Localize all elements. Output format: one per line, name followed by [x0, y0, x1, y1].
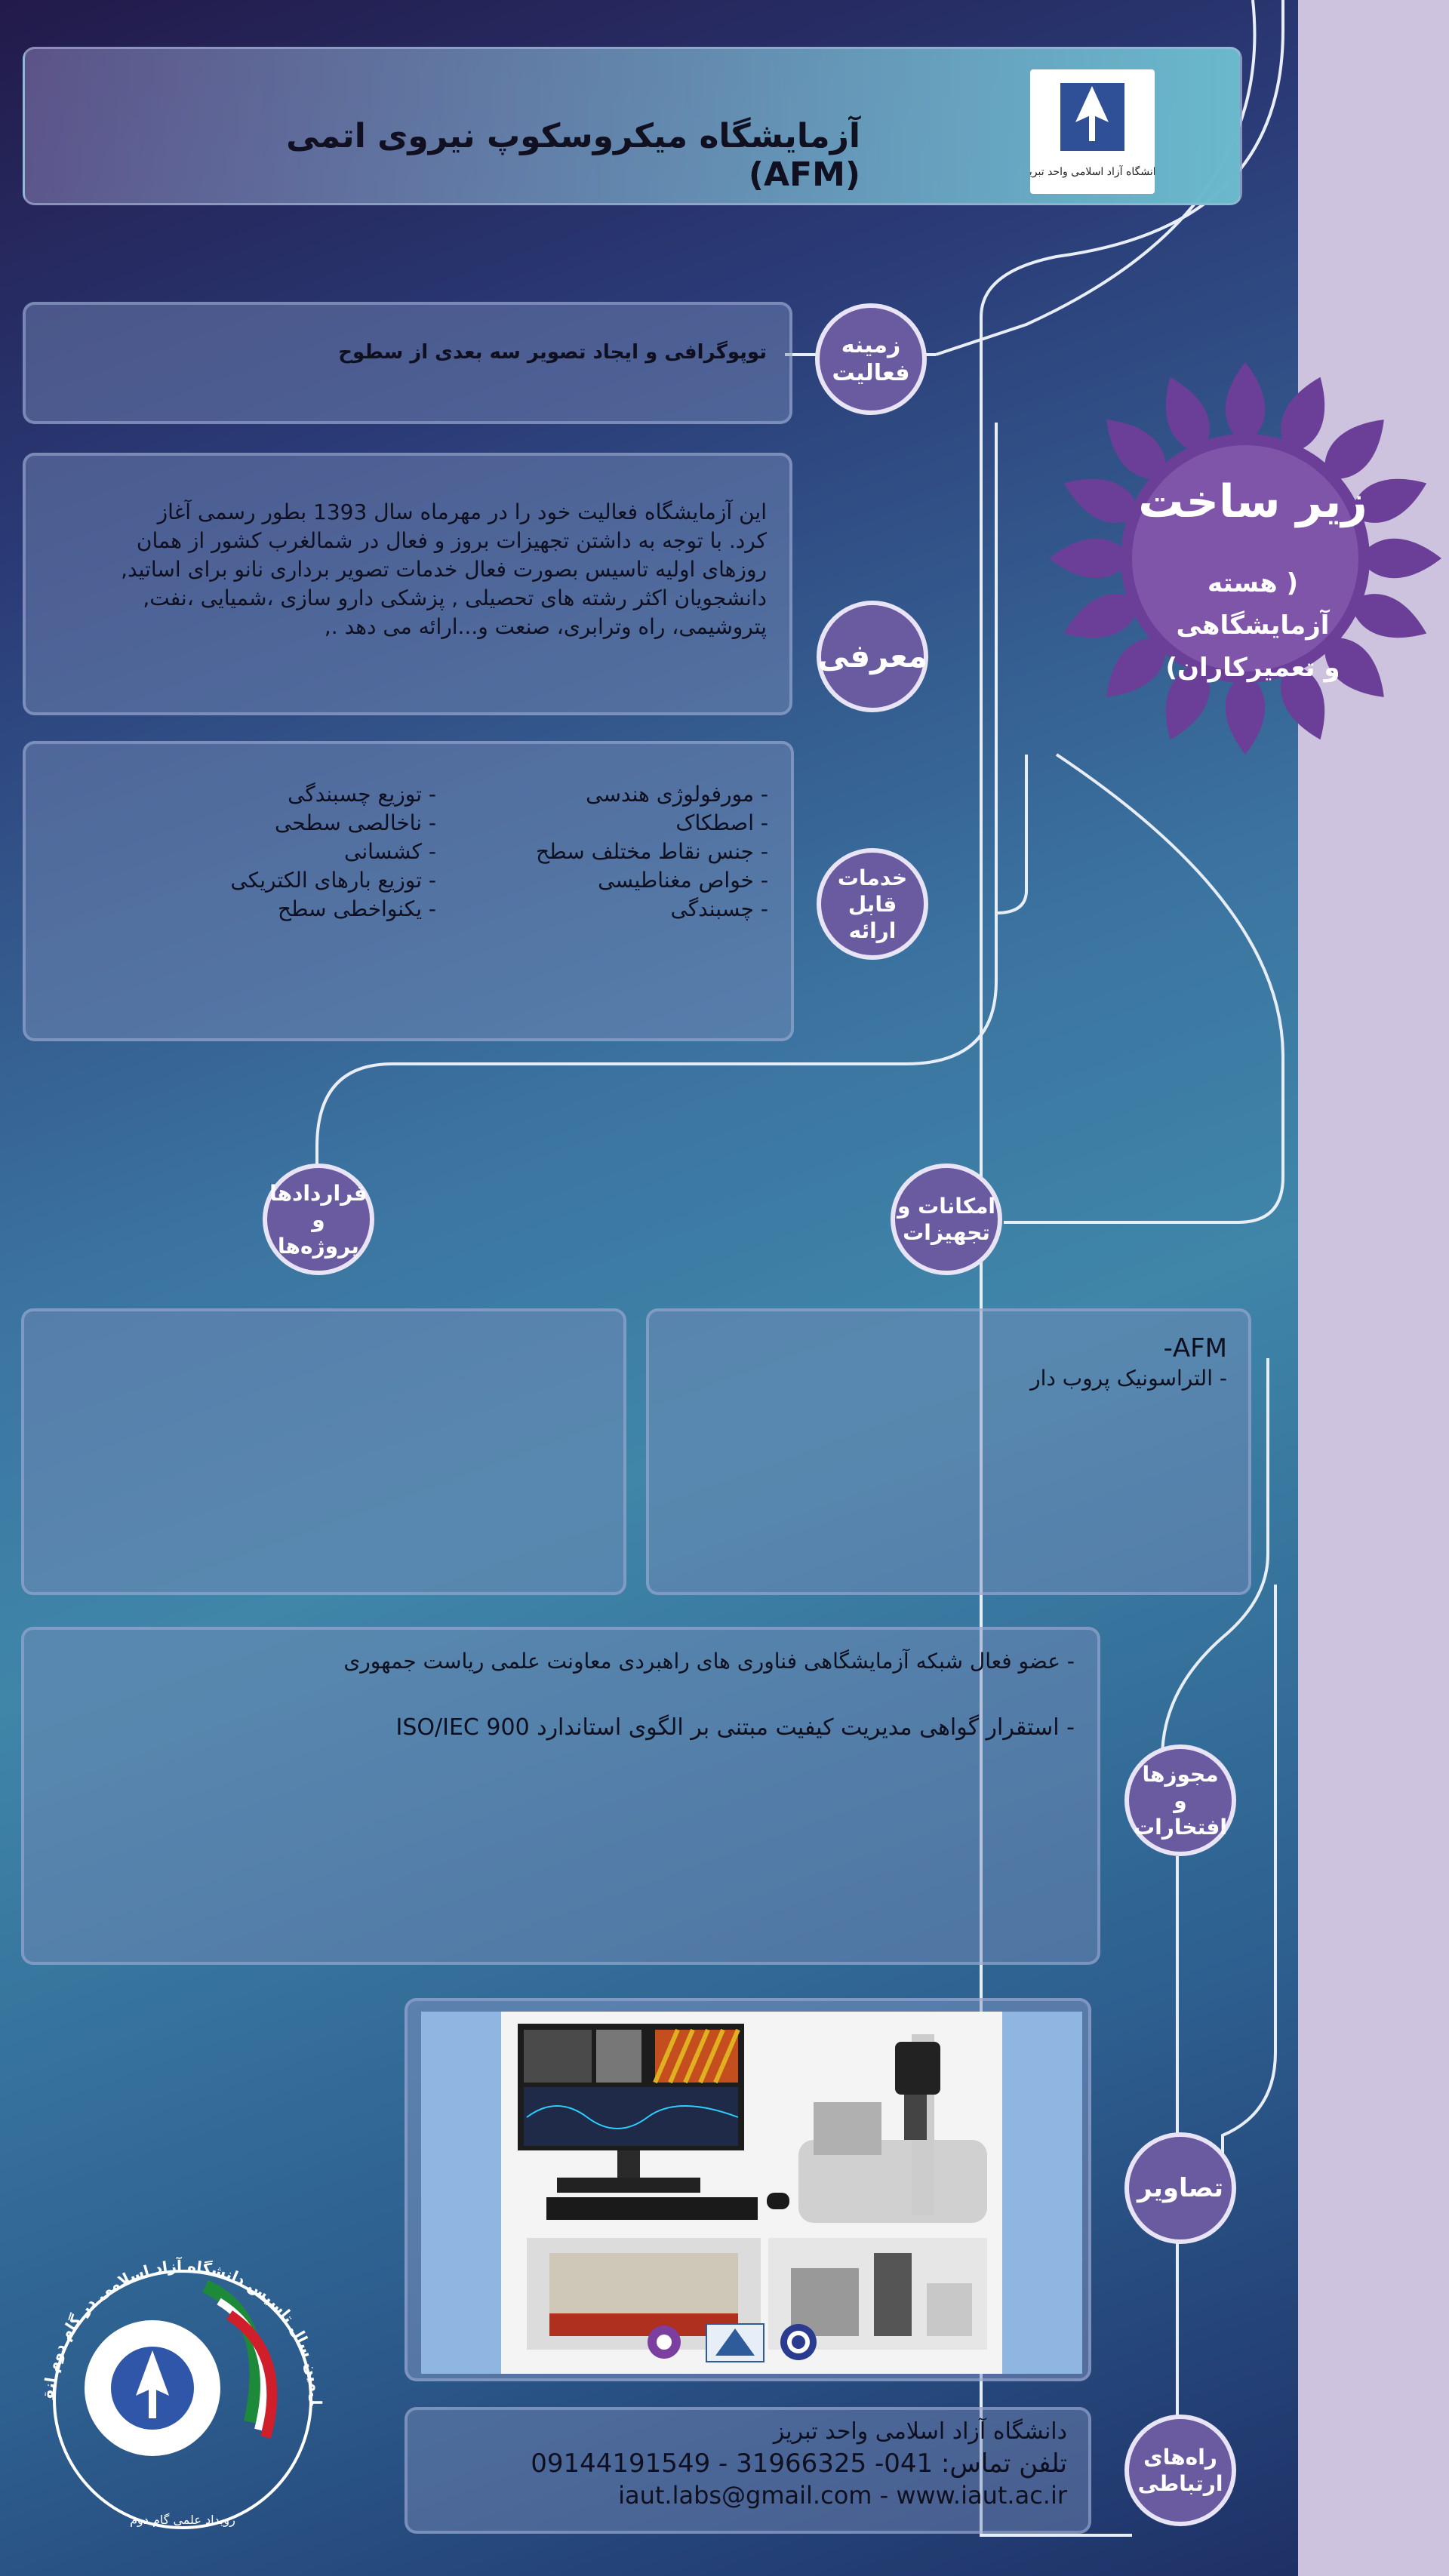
- activity-panel: [23, 302, 792, 424]
- anniversary-bottom-text: رویداد علمی گام دوم: [130, 2513, 235, 2527]
- license-line: - عضو فعال شبکه آزمایشگاهی فناوری های راهبردی معاونت علمی ریاست جمهوری: [343, 1649, 1075, 1674]
- contracts-panel: [21, 1308, 626, 1595]
- service-item: - خواص مغناطیسی: [598, 868, 768, 893]
- page-title: آزمایشگاه میکروسکوپ نیروی اتمی (AFM): [286, 117, 860, 194]
- intro-panel: [23, 453, 792, 715]
- equipment-line: AFM-: [1163, 1333, 1227, 1363]
- contact-university: دانشگاه آزاد اسلامی واحد تبریز: [773, 2418, 1067, 2445]
- service-item: - یکنواخطی سطح: [278, 896, 436, 921]
- intro-line: پتروشیمی، راه وترابری، صنعت و...ارائه می دهد .,: [324, 614, 767, 639]
- activity-text: توپوگرافی و ایجاد تصویر سه بعدی از سطوح: [338, 341, 767, 364]
- certification-logos: [640, 2318, 821, 2366]
- anniversary-logo: [24, 2226, 341, 2558]
- contact-panel: [405, 2407, 1091, 2534]
- university-logo: [1030, 69, 1155, 194]
- contact-badge: راه‌های ارتباطی: [1124, 2415, 1236, 2526]
- anniversary-arc-text: ل‌مین سال تاسیس دانشگاه آزاد اسلامی در گام دوم انق: [39, 2256, 326, 2406]
- equipment-badge: امکانات و تجهیزات: [891, 1164, 1002, 1275]
- flower-emblem: [1041, 355, 1449, 762]
- services-panel: [23, 741, 794, 1041]
- contact-phone[interactable]: تلفن تماس: 041- 31966325 - 09144191549: [531, 2448, 1067, 2479]
- service-item: - ناخالصی سطحی: [274, 810, 436, 835]
- service-item: - توزیع چسبندگی: [288, 782, 436, 807]
- intro-line: این آزمایشگاه فعالیت خود را در مهرماه سال 1393 بطور رسمی آغاز: [157, 500, 767, 524]
- licenses-badge: مجوزها و افتخارات: [1124, 1744, 1236, 1856]
- sidebar-main-label: زیر ساخت: [1138, 475, 1367, 528]
- service-item: - مورفولوژی هندسی: [586, 782, 768, 807]
- license-line: - استقرار گواهی مدیریت کیفیت مبتنی بر الگوی استاندارد ISO/IEC 900: [395, 1714, 1075, 1741]
- contact-email-web[interactable]: iaut.labs@gmail.com - www.iaut.ac.ir: [618, 2481, 1067, 2510]
- intro-line: کرد. با توجه به داشتن تجهیزات بروز و فعال در شمالغرب کشور از همان: [136, 528, 767, 553]
- intro-line: روزهای اولیه تاسیس بصورت فعال خدمات تصویر برداری نانو برای اساتید,: [121, 557, 767, 582]
- licenses-panel: [21, 1627, 1100, 1965]
- contracts-badge: قراردادها و پروژه‌ها: [263, 1164, 374, 1275]
- equipment-panel: [646, 1308, 1251, 1595]
- images-badge: تصاویر: [1124, 2132, 1236, 2244]
- equipment-line: - التراسونیک پروب دار: [1030, 1366, 1227, 1391]
- logo-caption: دانشگاه آزاد اسلامی واحد تبریز: [1030, 166, 1155, 178]
- intro-badge: معرفی: [817, 601, 928, 712]
- activity-badge: زمینه فعالیت: [815, 303, 927, 415]
- service-item: - کشسانی: [344, 839, 436, 864]
- service-item: - چسبندگی: [670, 896, 768, 921]
- service-item: - جنس نقاط مختلف سطح: [536, 839, 768, 864]
- sidebar-sub-label: ( هسته آزمایشگاهی و تعمیرکاران): [1165, 568, 1340, 683]
- service-item: - اصطکاک: [675, 810, 768, 835]
- intro-line: دانشجویان اکثر رشته های تحصیلی , پزشکی دارو سازی ،شمیایی ،نفت,: [143, 586, 767, 610]
- service-item: - توزیع بارهای الکتریکی: [230, 868, 436, 893]
- services-badge: خدمات قابل ارائه: [817, 848, 928, 960]
